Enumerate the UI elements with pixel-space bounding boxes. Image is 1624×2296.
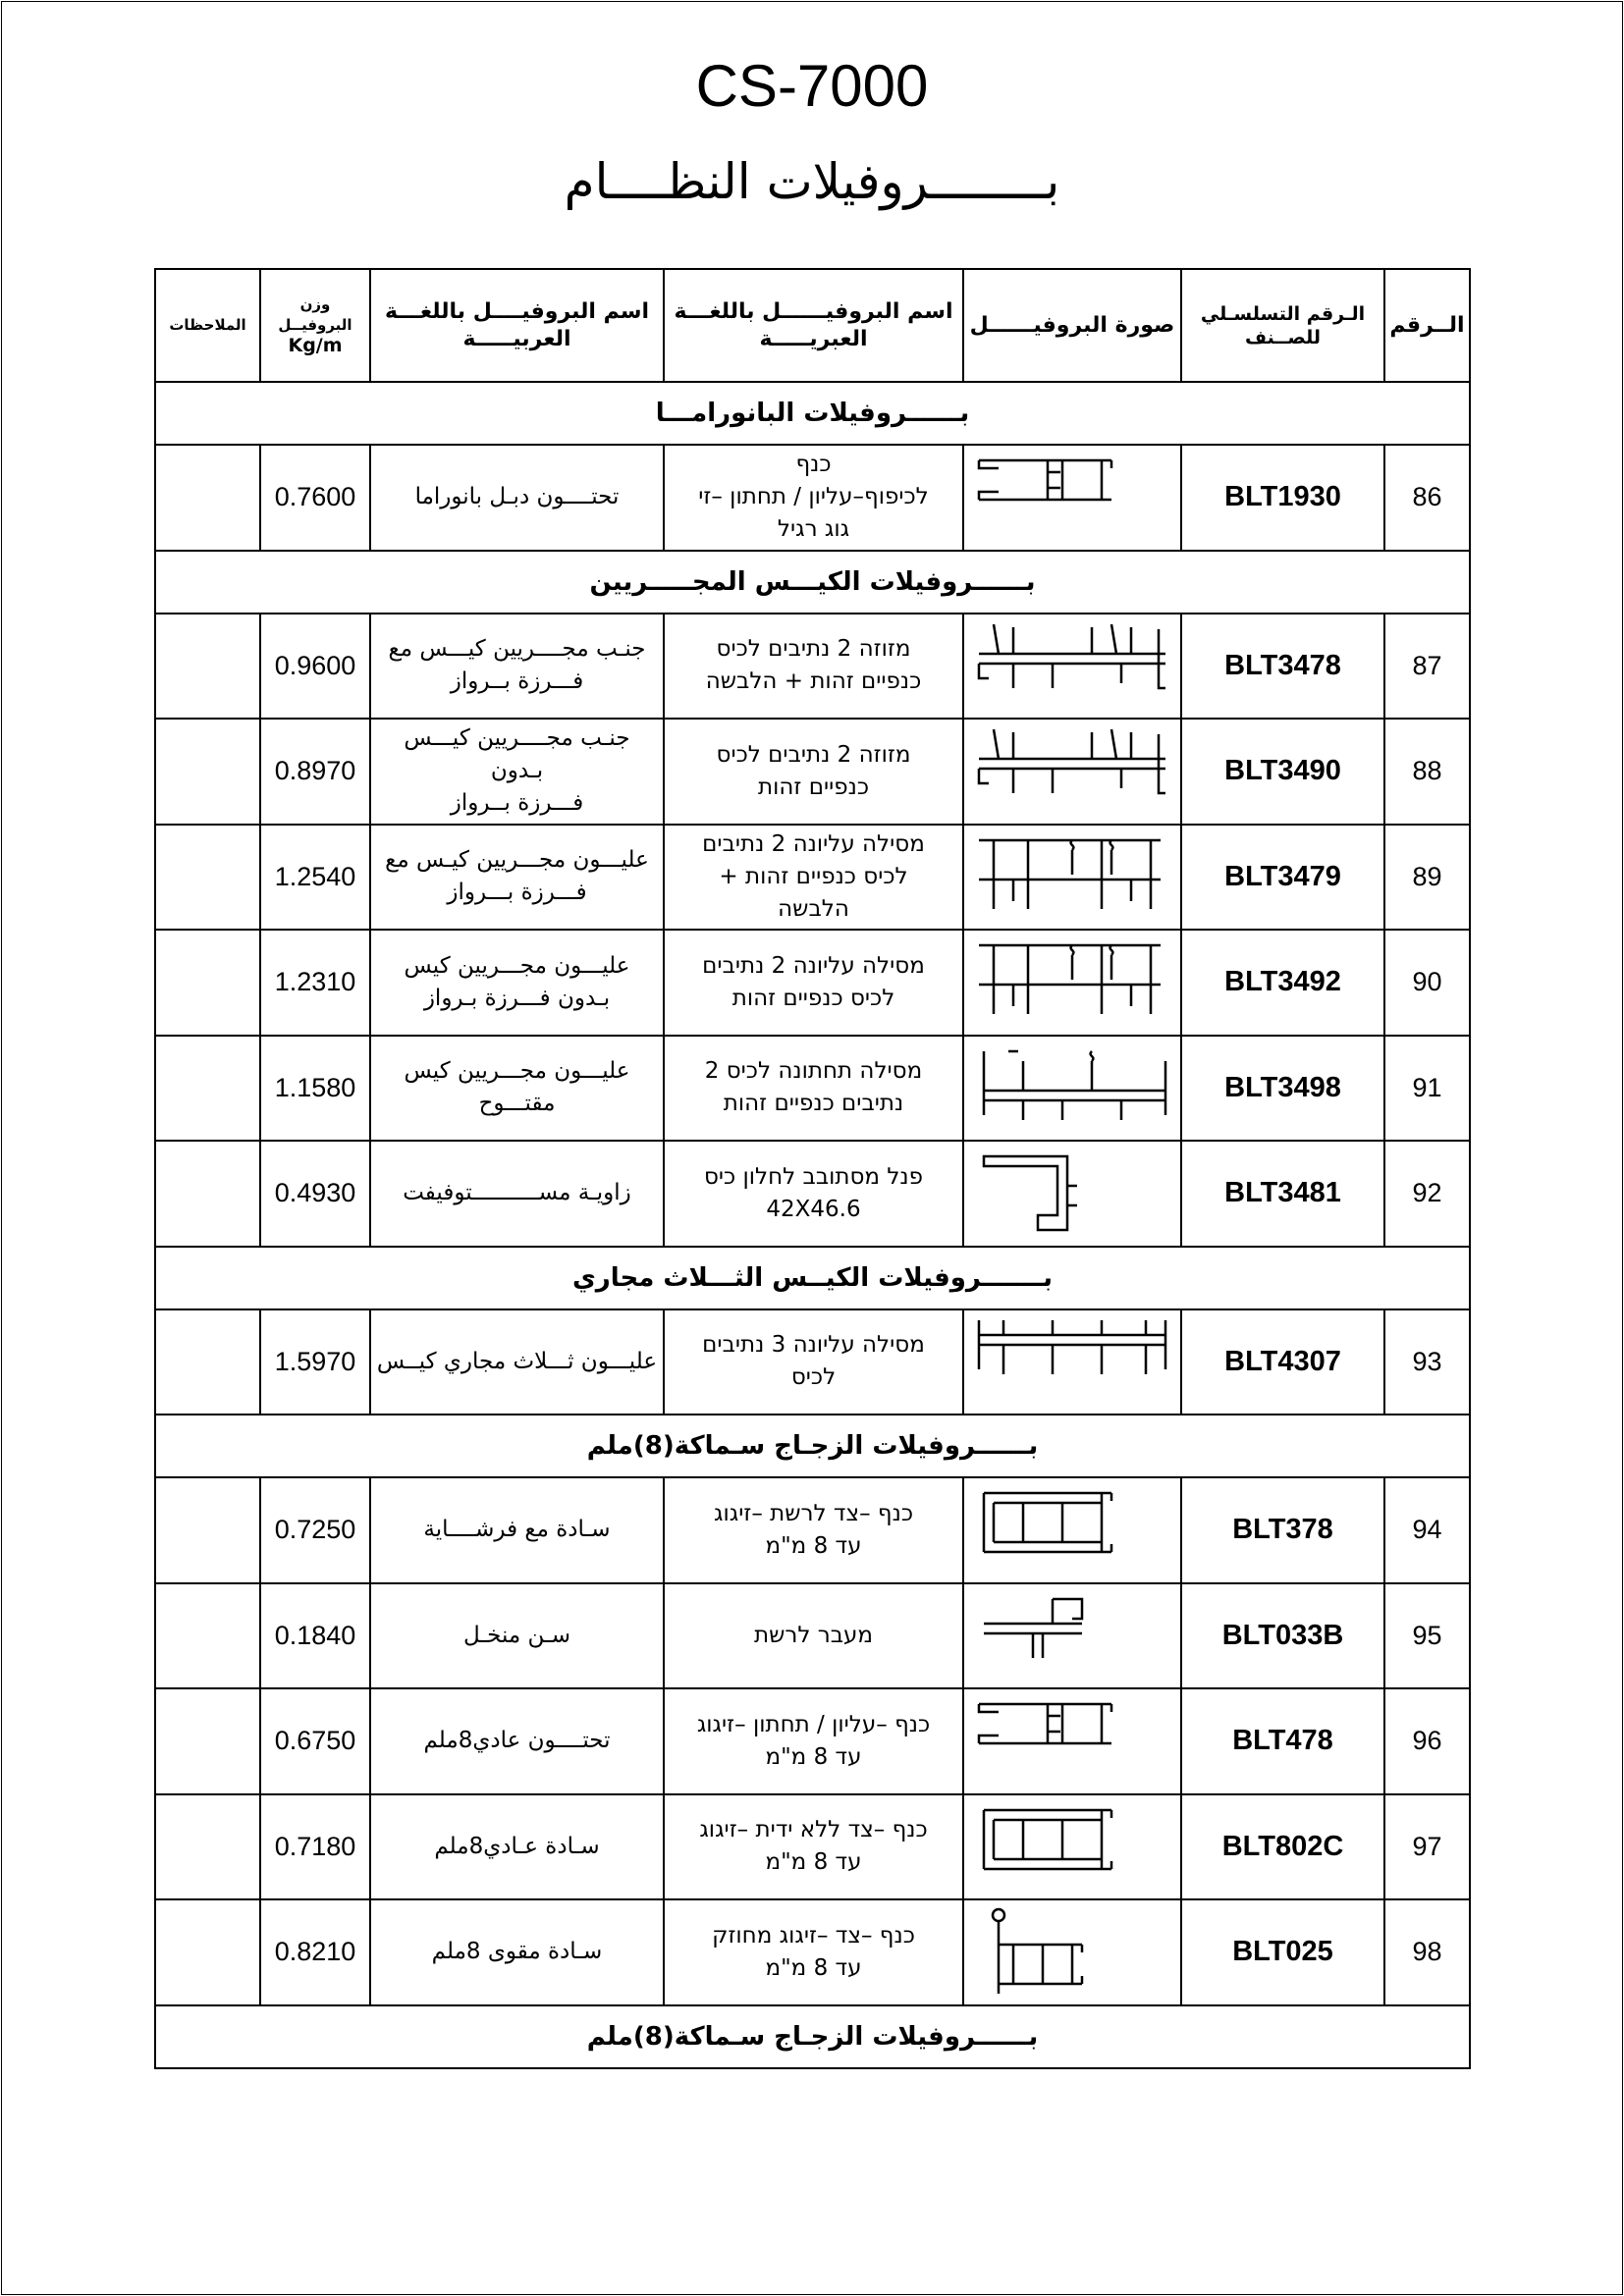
section-header xyxy=(155,382,1470,445)
row-serial-code: BLT3498 xyxy=(1181,1036,1384,1142)
header-serial xyxy=(1181,269,1384,382)
row-hebrew-line1: מסילה תחתונה לכיס 2 xyxy=(704,1058,923,1085)
row-hebrew-line2: נתיבים כנפיים זהות xyxy=(723,1091,904,1117)
row-number: 95 xyxy=(1384,1583,1470,1689)
row-notes xyxy=(155,1899,260,2005)
table-row xyxy=(155,1583,1470,1689)
table-row xyxy=(155,1899,1470,2005)
row-notes xyxy=(155,1036,260,1142)
row-hebrew-line2: לכיס כנפיים זהות xyxy=(731,985,895,1011)
header-weight-unit: Kg/m xyxy=(288,335,343,356)
header-hebrew-name xyxy=(664,269,963,382)
row-profile-image xyxy=(963,1899,1181,2005)
row-hebrew-line1: פנל מסתובב לחלון כיס xyxy=(703,1163,924,1190)
row-profile-image xyxy=(963,1309,1181,1415)
table-row xyxy=(155,1794,1470,1900)
sash-frame-icon xyxy=(974,1800,1170,1894)
row-hebrew-name xyxy=(664,445,963,551)
section-header xyxy=(155,1247,1470,1309)
row-number: 91 xyxy=(1384,1036,1470,1142)
row-number: 92 xyxy=(1384,1141,1470,1247)
row-hebrew-name xyxy=(664,1141,963,1247)
row-arabic-name xyxy=(370,1477,664,1583)
row-arabic-line1: تحتــــون عادي8ملم xyxy=(423,1728,611,1754)
row-weight: 0.7250 xyxy=(260,1477,370,1583)
row-profile-image xyxy=(963,1477,1181,1583)
corner-panel-icon xyxy=(974,1147,1170,1240)
row-notes xyxy=(155,1141,260,1247)
row-serial-code: BLT025 xyxy=(1181,1899,1384,2005)
top-rail-icon xyxy=(974,830,1170,924)
row-hebrew-name xyxy=(664,614,963,720)
row-number: 97 xyxy=(1384,1794,1470,1900)
row-arabic-name xyxy=(370,1036,664,1142)
header-serial-line1: الـرقم التسلسـلي xyxy=(1200,302,1366,325)
row-serial-code: BLT3492 xyxy=(1181,930,1384,1036)
row-profile-image xyxy=(963,719,1181,825)
section-header xyxy=(155,2005,1470,2068)
row-hebrew-name xyxy=(664,1688,963,1794)
row-weight: 0.6750 xyxy=(260,1688,370,1794)
row-arabic-name xyxy=(370,445,664,551)
row-arabic-line2: بـدون فـــرزة بـرواز xyxy=(423,985,611,1011)
row-hebrew-name xyxy=(664,1036,963,1142)
page-title: CS-7000 xyxy=(695,53,929,119)
row-arabic-line1: سـادة عـادي8ملم xyxy=(434,1833,600,1859)
row-hebrew-name xyxy=(664,1583,963,1689)
table-row xyxy=(155,1309,1470,1415)
section-header xyxy=(155,1415,1470,1477)
row-weight: 1.5970 xyxy=(260,1309,370,1415)
sash-frame-icon xyxy=(974,1483,1170,1576)
table-row xyxy=(155,1036,1470,1142)
row-profile-image xyxy=(963,614,1181,720)
row-serial-code: BLT802C xyxy=(1181,1794,1384,1900)
row-hebrew-line2: כנפיים זהות + הלבשה xyxy=(705,668,922,695)
row-hebrew-line1: כנף –צד לרשת –זיגוג xyxy=(713,1500,913,1526)
row-notes xyxy=(155,1477,260,1583)
row-hebrew-line2: עד 8 מ"מ xyxy=(765,1743,862,1770)
row-hebrew-name xyxy=(664,1477,963,1583)
row-arabic-name xyxy=(370,614,664,720)
table-row xyxy=(155,1141,1470,1247)
row-arabic-line1: تحتــــون دبـل بانوراما xyxy=(414,484,620,510)
row-serial-code: BLT3490 xyxy=(1181,719,1384,825)
header-hebrew-line1: اسم البروفيــــــل باللغـــة xyxy=(674,298,953,324)
row-serial-code: BLT033B xyxy=(1181,1583,1384,1689)
row-arabic-line1: عليـــون مجـــريين كيـس مع xyxy=(385,847,649,874)
row-notes xyxy=(155,1794,260,1900)
row-serial-code: BLT4307 xyxy=(1181,1309,1384,1415)
row-arabic-name xyxy=(370,1141,664,1247)
table-row xyxy=(155,445,1470,551)
reinforced-sash-icon xyxy=(974,1905,1170,1999)
row-number: 98 xyxy=(1384,1899,1470,2005)
section-title: بـــــــروفيلات الكيــس الثـــلاث مجاري xyxy=(155,1247,1470,1309)
row-arabic-line1: جنـب مجــــريين كيـــس مع xyxy=(388,636,646,663)
bracket-frame-icon xyxy=(974,451,1170,544)
header-notes: الملاحظات xyxy=(155,269,260,382)
page-subtitle: بــــــــروفيلات النظــــام xyxy=(564,153,1060,210)
section-title: بــــــروفيلات الزجـاج سـماكة(8)ملم xyxy=(155,2005,1470,2068)
row-number: 89 xyxy=(1384,825,1470,931)
row-number: 90 xyxy=(1384,930,1470,1036)
row-hebrew-line1: מעבר לרשת xyxy=(753,1622,874,1648)
table-row xyxy=(155,614,1470,720)
table-header xyxy=(155,269,1470,382)
row-arabic-line2: فـــرزة بــرواز xyxy=(450,790,584,817)
header-serial-line2: للصــنف xyxy=(1245,326,1321,348)
row-hebrew-line2: עד 8 מ"מ xyxy=(765,1532,862,1559)
section-title: بــــــروفيلات الكيـــس المجـــــريين xyxy=(155,551,1470,614)
row-number: 96 xyxy=(1384,1688,1470,1794)
row-serial-code: BLT3478 xyxy=(1181,614,1384,720)
row-notes xyxy=(155,1688,260,1794)
row-arabic-name xyxy=(370,1309,664,1415)
row-notes xyxy=(155,1583,260,1689)
table-row xyxy=(155,825,1470,931)
row-arabic-line1: عليـــون ثـــلاث مجاري كيــس xyxy=(376,1348,658,1374)
row-hebrew-line2: 42X46.6 xyxy=(766,1196,861,1222)
row-arabic-name xyxy=(370,1899,664,2005)
bottom-rail-icon xyxy=(974,1041,1170,1135)
row-weight: 1.1580 xyxy=(260,1036,370,1142)
row-notes xyxy=(155,614,260,720)
row-notes xyxy=(155,719,260,825)
row-hebrew-line1: מזוזה 2 נתיבים לכיס xyxy=(716,636,911,663)
top-rail-icon xyxy=(974,935,1170,1029)
row-hebrew-line2: עד 8 מ"מ xyxy=(765,1954,862,1981)
header-arabic-line2: العربيـــــة xyxy=(462,326,571,351)
row-number: 94 xyxy=(1384,1477,1470,1583)
row-hebrew-line1: כנף –צד –זיגוג מחוזק xyxy=(712,1922,915,1949)
table-row xyxy=(155,1688,1470,1794)
row-arabic-line1: سـادة مقوى 8ملم xyxy=(431,1939,603,1965)
row-serial-code: BLT3479 xyxy=(1181,825,1384,931)
row-notes xyxy=(155,445,260,551)
row-hebrew-line3: גוג רגיל xyxy=(777,516,850,543)
double-track-icon xyxy=(974,724,1170,818)
row-profile-image xyxy=(963,1141,1181,1247)
row-hebrew-line2: לכיס xyxy=(790,1364,837,1391)
row-hebrew-line1: מסילה עליונה 3 נתיבים xyxy=(702,1332,925,1359)
row-hebrew-name xyxy=(664,825,963,931)
row-hebrew-line2: כנפיים זהות xyxy=(758,774,869,800)
row-weight: 0.7180 xyxy=(260,1794,370,1900)
section-title: بــــــروفيلات البانورامـــا xyxy=(155,382,1470,445)
row-hebrew-name xyxy=(664,1899,963,2005)
row-profile-image xyxy=(963,445,1181,551)
row-profile-image xyxy=(963,1794,1181,1900)
row-profile-image xyxy=(963,930,1181,1036)
row-hebrew-line1: מסילה עליונה 2 נתיבים xyxy=(702,952,925,979)
row-profile-image xyxy=(963,1688,1181,1794)
row-weight: 0.1840 xyxy=(260,1583,370,1689)
row-weight: 0.8970 xyxy=(260,719,370,825)
row-serial-code: BLT478 xyxy=(1181,1688,1384,1794)
row-number: 87 xyxy=(1384,614,1470,720)
row-weight: 1.2540 xyxy=(260,825,370,931)
row-arabic-name xyxy=(370,825,664,931)
row-hebrew-name xyxy=(664,930,963,1036)
row-hebrew-line1: כנף –צד ללא ידית –זיגוג xyxy=(699,1817,928,1843)
row-weight: 0.8210 xyxy=(260,1899,370,2005)
header-weight-line2: البروفيــل xyxy=(278,316,352,334)
header-arabic-line1: اسم البروفيــــل باللغـــة xyxy=(384,298,650,324)
row-serial-code: BLT378 xyxy=(1181,1477,1384,1583)
row-hebrew-line1: כנף xyxy=(795,452,832,478)
row-arabic-line1: عليـــون مجـــريين كيس xyxy=(404,952,630,979)
row-weight: 0.4930 xyxy=(260,1141,370,1247)
row-hebrew-line1: כנף –עליון / תחתון –זיגוג xyxy=(696,1711,931,1737)
header-weight-line1: وزن xyxy=(299,295,331,313)
row-arabic-line2: فـــرزة بـــرواز xyxy=(447,880,587,906)
row-weight: 0.9600 xyxy=(260,614,370,720)
row-profile-image xyxy=(963,825,1181,931)
row-number: 93 xyxy=(1384,1309,1470,1415)
row-serial-code: BLT1930 xyxy=(1181,445,1384,551)
section-header xyxy=(155,551,1470,614)
row-hebrew-line1: מסילה עליונה 2 נתיבים xyxy=(702,830,925,857)
row-serial-code: BLT3481 xyxy=(1181,1141,1384,1247)
row-arabic-line1: جنـب مجــــريين كيـــس بـدون xyxy=(404,725,630,784)
row-notes xyxy=(155,1309,260,1415)
row-notes xyxy=(155,930,260,1036)
row-weight: 1.2310 xyxy=(260,930,370,1036)
section-title: بــــــروفيلات الزجـاج سـماكة(8)ملم xyxy=(155,1415,1470,1477)
row-arabic-name xyxy=(370,719,664,825)
row-hebrew-line2: עד 8 מ"מ xyxy=(765,1849,862,1876)
row-arabic-name xyxy=(370,930,664,1036)
row-arabic-name xyxy=(370,1794,664,1900)
row-arabic-line1: زاويـة مســــــــــتوفيفت xyxy=(403,1180,631,1206)
t-adapter-icon xyxy=(974,1589,1170,1682)
table-row xyxy=(155,1477,1470,1583)
row-number: 88 xyxy=(1384,719,1470,825)
table-row xyxy=(155,719,1470,825)
row-arabic-name xyxy=(370,1688,664,1794)
header-arabic-name xyxy=(370,269,664,382)
row-hebrew-line3: הלבשה xyxy=(778,895,849,922)
row-profile-image xyxy=(963,1583,1181,1689)
row-arabic-line1: سـن منخـل xyxy=(462,1622,571,1648)
table-row xyxy=(155,930,1470,1036)
row-arabic-name xyxy=(370,1583,664,1689)
row-arabic-line2: فـــرزة بــرواز xyxy=(450,668,584,695)
bracket-frame-icon xyxy=(974,1694,1170,1788)
row-weight: 0.7600 xyxy=(260,445,370,551)
row-hebrew-name xyxy=(664,1309,963,1415)
header-weight xyxy=(260,269,370,382)
row-hebrew-line2: לכיפוף–עליון / תחתון –זי xyxy=(698,484,929,510)
row-number: 86 xyxy=(1384,445,1470,551)
row-arabic-line2: مقتـــوح xyxy=(478,1091,556,1117)
row-hebrew-line2: לכיס כנפיים זהות + xyxy=(719,863,908,889)
row-profile-image xyxy=(963,1036,1181,1142)
row-notes xyxy=(155,825,260,931)
row-arabic-line1: سـادة مع فرشــــاية xyxy=(423,1517,611,1543)
header-image: صورة البروفيــــــل xyxy=(963,269,1181,382)
profiles-table xyxy=(154,268,1471,2069)
row-hebrew-name xyxy=(664,719,963,825)
triple-rail-icon xyxy=(974,1315,1170,1409)
header-number: الــرقم xyxy=(1384,269,1470,382)
header-hebrew-line2: العبريـــــة xyxy=(759,326,868,351)
row-hebrew-name xyxy=(664,1794,963,1900)
row-hebrew-line1: מזוזה 2 נתיבים לכיס xyxy=(716,741,911,768)
double-track-icon xyxy=(974,619,1170,713)
row-arabic-line1: عليـــون مجـــريين كيس xyxy=(404,1058,630,1085)
